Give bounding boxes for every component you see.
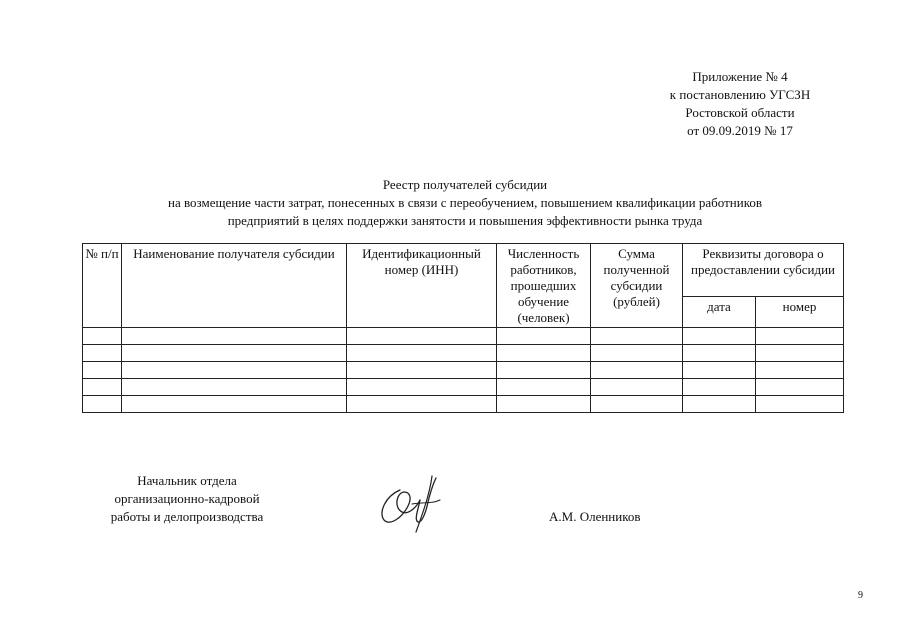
table-row xyxy=(83,345,844,362)
table-cell xyxy=(497,362,591,379)
table-cell xyxy=(683,345,756,362)
table-row xyxy=(83,328,844,345)
table-cell xyxy=(756,379,844,396)
position-line: работы и делопроизводства xyxy=(110,509,264,524)
registry-table xyxy=(82,243,844,413)
title-line: предприятий в целях поддержки занятости и повышения эффективности рынка труда xyxy=(227,213,703,228)
header-number: номер xyxy=(756,297,844,328)
table-cell xyxy=(347,362,497,379)
header-num: № п/п xyxy=(83,244,122,328)
title-line: на возмещение части затрат, понесенных в связи с переобучением, повышением квалификации работников xyxy=(168,195,762,210)
table-cell xyxy=(497,345,591,362)
table-cell xyxy=(83,328,122,345)
table-cell xyxy=(756,362,844,379)
signatory-position xyxy=(92,472,282,526)
table-cell xyxy=(347,328,497,345)
table-cell xyxy=(683,328,756,345)
appendix-line: Приложение № 4 xyxy=(692,69,788,84)
table-cell xyxy=(347,396,497,413)
table-cell xyxy=(83,362,122,379)
table-cell xyxy=(122,345,347,362)
table-cell xyxy=(683,379,756,396)
table-cell xyxy=(683,396,756,413)
table-cell xyxy=(683,362,756,379)
table-cell xyxy=(756,396,844,413)
table-row xyxy=(83,379,844,396)
table-cell xyxy=(347,345,497,362)
header-recipient-name: Наименование получателя субсидии xyxy=(122,244,347,328)
signature-graphic xyxy=(372,468,452,538)
table-cell xyxy=(591,328,683,345)
table-cell xyxy=(756,328,844,345)
header-contract-requisites: Реквизиты договора о предоставлении субсидии xyxy=(683,244,844,297)
position-line: Начальник отдела xyxy=(137,473,237,488)
table-cell xyxy=(591,396,683,413)
table-cell xyxy=(497,396,591,413)
table-cell xyxy=(591,379,683,396)
table-cell xyxy=(591,345,683,362)
title-line: Реестр получателей субсидии xyxy=(382,177,548,192)
header-employee-count: Численность работников, прошедших обучение (человек) xyxy=(497,244,591,328)
table-cell xyxy=(122,379,347,396)
page-number: 9 xyxy=(858,590,863,601)
table-cell xyxy=(591,362,683,379)
table-cell xyxy=(756,345,844,362)
header-date: дата xyxy=(683,297,756,328)
handwritten-signature xyxy=(372,468,452,543)
table-cell xyxy=(497,328,591,345)
header-subsidy-sum: Сумма полученной субсидии (рублей) xyxy=(591,244,683,328)
table-cell xyxy=(347,379,497,396)
table-row xyxy=(83,396,844,413)
document-title xyxy=(60,176,870,230)
signatory-name: А.М. Оленников xyxy=(549,509,641,524)
table-cell xyxy=(83,345,122,362)
table-cell xyxy=(122,396,347,413)
table-row xyxy=(83,362,844,379)
appendix-header xyxy=(640,68,840,140)
table-cell xyxy=(122,328,347,345)
table-cell xyxy=(497,379,591,396)
appendix-line: Ростовской области xyxy=(685,105,795,120)
appendix-line: от 09.09.2019 № 17 xyxy=(687,123,793,138)
appendix-line: к постановлению УГСЗН xyxy=(669,87,811,102)
table-cell xyxy=(83,379,122,396)
position-line: организационно-кадровой xyxy=(114,491,260,506)
header-inn: Идентификационный номер (ИНН) xyxy=(347,244,497,328)
table-cell xyxy=(122,362,347,379)
table-cell xyxy=(83,396,122,413)
